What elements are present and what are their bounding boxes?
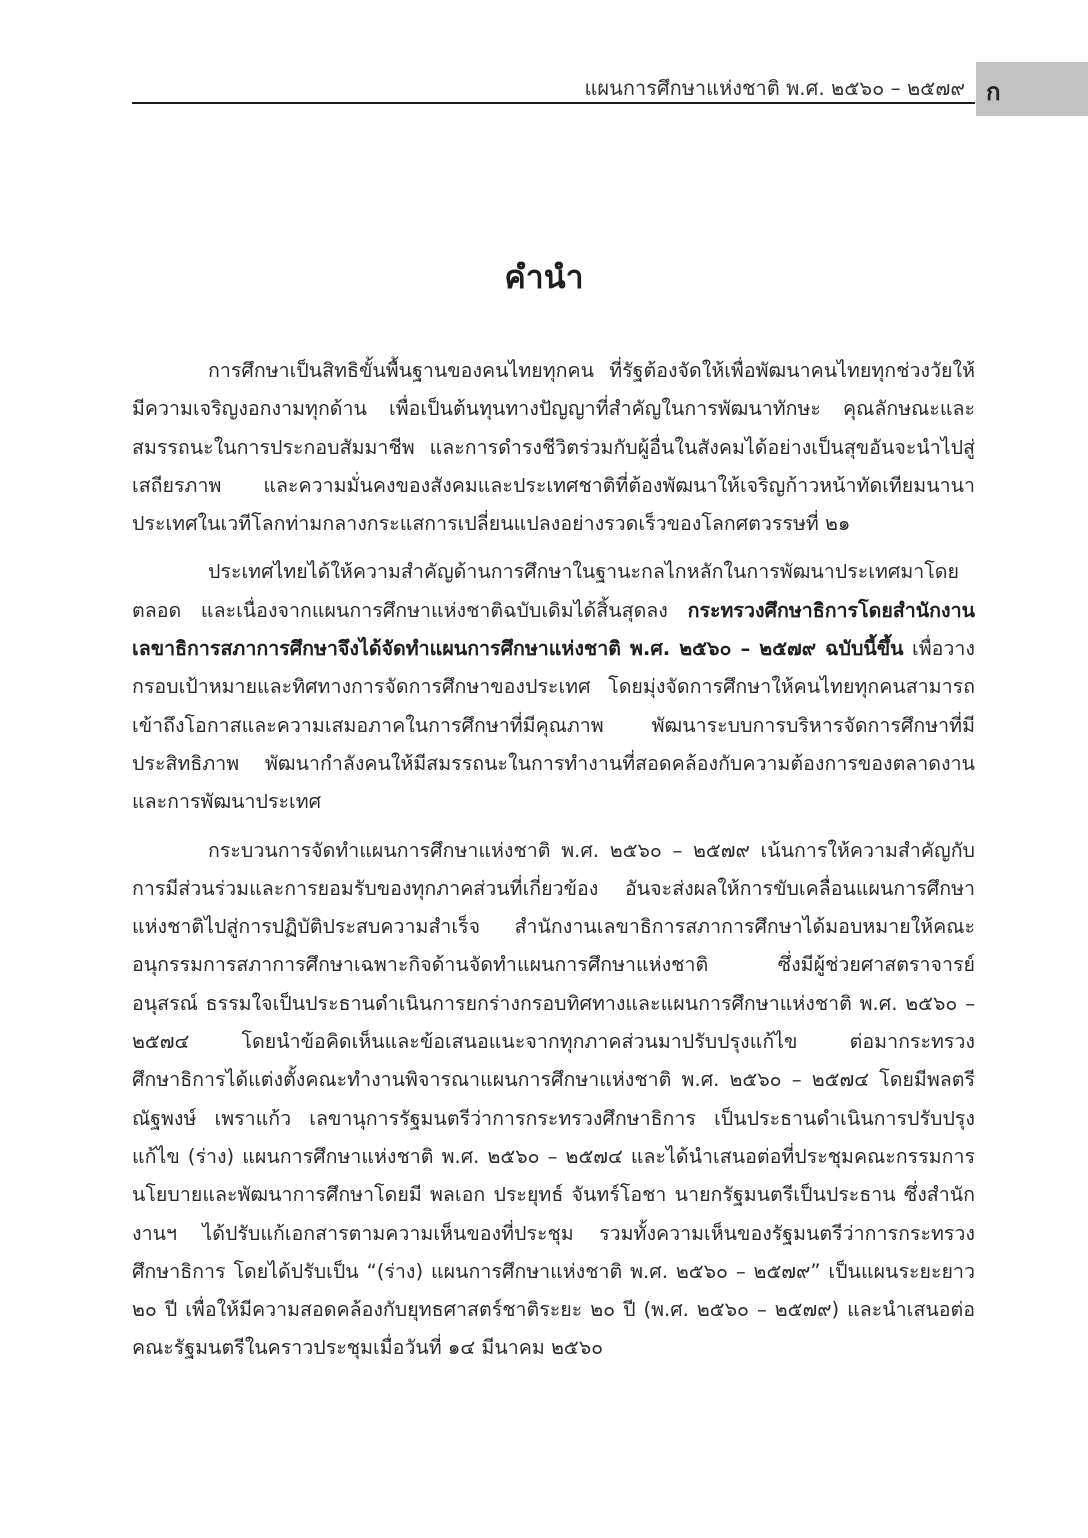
paragraph-1: การศึกษาเป็นสิทธิขั้นพื้นฐานของคนไทยทุกคน ที่รัฐต้องจัดให้เพื่อพัฒนาคนไทยทุกช่วงวัยให้มีความเจริญงอกงามทุกด้าน เพื่อเป็นต้นทุนทางปัญญาที่สำคัญในการพัฒนาทักษะ คุณลักษณะและสมรรถนะในการประกอบสัมมาชีพ และการดำรงชีวิตร่วมกับผู้อื่นในสังคมได้อย่างเป็นสุขอันจะนำไปสู่เสถียรภาพ และความมั่นคงของสังคมและประเทศชาติที่ต้องพัฒนาให้เจริญก้าวหน้าทัดเทียมนานาประเทศในเวทีโลกท่ามกลางกระแสการเปลี่ยนแปลงอย่างรวดเร็วของโลกศตวรรษที่ ๒๑ [132,359,975,536]
page-title: คำนำ [504,258,584,296]
page-header [132,68,975,104]
page-number-tab [976,62,1088,116]
header-title: แผนการศึกษาแห่งชาติ พ.ศ. ๒๕๖๐ – ๒๕๗๙ [584,76,965,100]
paragraph-3: กระบวนการจัดทำแผนการศึกษาแห่งชาติ พ.ศ. ๒๕๖๐ – ๒๕๗๙ เน้นการให้ความสำคัญกับการมีส่วนร่วมและการยอมรับของทุกภาคส่วนที่เกี่ยวข้อง อันจะส่งผลให้การขับเคลื่อนแผนการศึกษาแห่งชาติไปสู่การปฏิบัติประสบความสำเร็จ สำนักงานเลขาธิการสภาการศึกษาได้มอบหมายให้คณะอนุกรรมการสภาการศึกษาเฉพาะกิจด้านจัดทำแผนการศึกษาแห่งชาติ ซึ่งมีผู้ช่วยศาสตราจารย์อนุสรณ์ ธรรมใจเป็นประธานดำเนินการยกร่างกรอบทิศทางและแผนการศึกษาแห่งชาติ พ.ศ. ๒๕๖๐ – ๒๕๗๔ โดยนำข้อคิดเห็นและข้อเสนอแนะจากทุกภาคส่วนมาปรับปรุงแก้ไข ต่อมากระทรวงศึกษาธิการได้แต่งตั้งคณะทำงานพิจารณาแผนการศึกษาแห่งชาติ พ.ศ. ๒๕๖๐ – ๒๕๗๔ โดยมีพลตรี ณัฐพงษ์ เพราแก้ว เลขานุการรัฐมนตรีว่าการกระทรวงศึกษาธิการ เป็นประธานดำเนินการปรับปรุงแก้ไข (ร่าง) แผนการศึกษาแห่งชาติ พ.ศ. ๒๕๖๐ – ๒๕๗๔ และได้นำเสนอต่อที่ประชุมคณะกรรมการนโยบายและพัฒนาการศึกษาโดยมี พลเอก ประยุทธ์ จันทร์โอชา นายกรัฐมนตรีเป็นประธาน ซึ่งสำนักงานฯ ได้ปรับแก้เอกสารตามความเห็นของที่ประชุม รวมทั้งความเห็นของรัฐมนตรีว่าการกระทรวงศึกษาธิการ โดยได้ปรับเป็น “(ร่าง) แผนการศึกษาแห่งชาติ พ.ศ. ๒๕๖๐ – ๒๕๗๙” เป็นแผนระยะยาว ๒๐ ปี เพื่อให้มีความสอดคล้องกับยุทธศาสตร์ชาติระยะ ๒๐ ปี (พ.ศ. ๒๕๖๐ – ๒๕๗๙) และนำเสนอต่อคณะรัฐมนตรีในคราวประชุมเมื่อวันที่ ๑๔ มีนาคม ๒๕๖๐ [132,838,975,1360]
paragraph-2-start: ประเทศไทยได้ให้ความสำคัญด้านการศึกษาในฐานะกลไกหลักในการพัฒนาประเทศมาโดยตลอด และเนื่องจากแผนการศึกษาแห่งชาติฉบับเดิมได้สิ้นสุดลง [132,560,959,622]
paragraph-2 [132,553,975,821]
document-body [132,352,975,1378]
paragraph-2-end: เพื่อวางกรอบเป้าหมายและทิศทางการจัดการศึกษาของประเทศ โดยมุ่งจัดการศึกษาให้คนไทยทุกคนสามารถเข้าถึงโอกาสและความเสมอภาคในการศึกษาที่มีคุณภาพ พัฒนาระบบการบริหารจัดการศึกษาที่มีประสิทธิภาพ พัฒนากำลังคนให้มีสมรรถนะในการทำงานที่สอดคล้องกับความต้องการของตลาดงานและการพัฒนาประเทศ [132,637,975,814]
paragraph-2-bold: กระทรวงศึกษาธิการโดยสำนักงานเลขาธิการสภาการศึกษาจึงได้จัดทำแผนการศึกษาแห่งชาติ พ.ศ. ๒๕๖๐ – ๒๕๗๙ ฉบับนี้ขึ้น [132,598,975,661]
page-number: ก [986,78,1001,106]
